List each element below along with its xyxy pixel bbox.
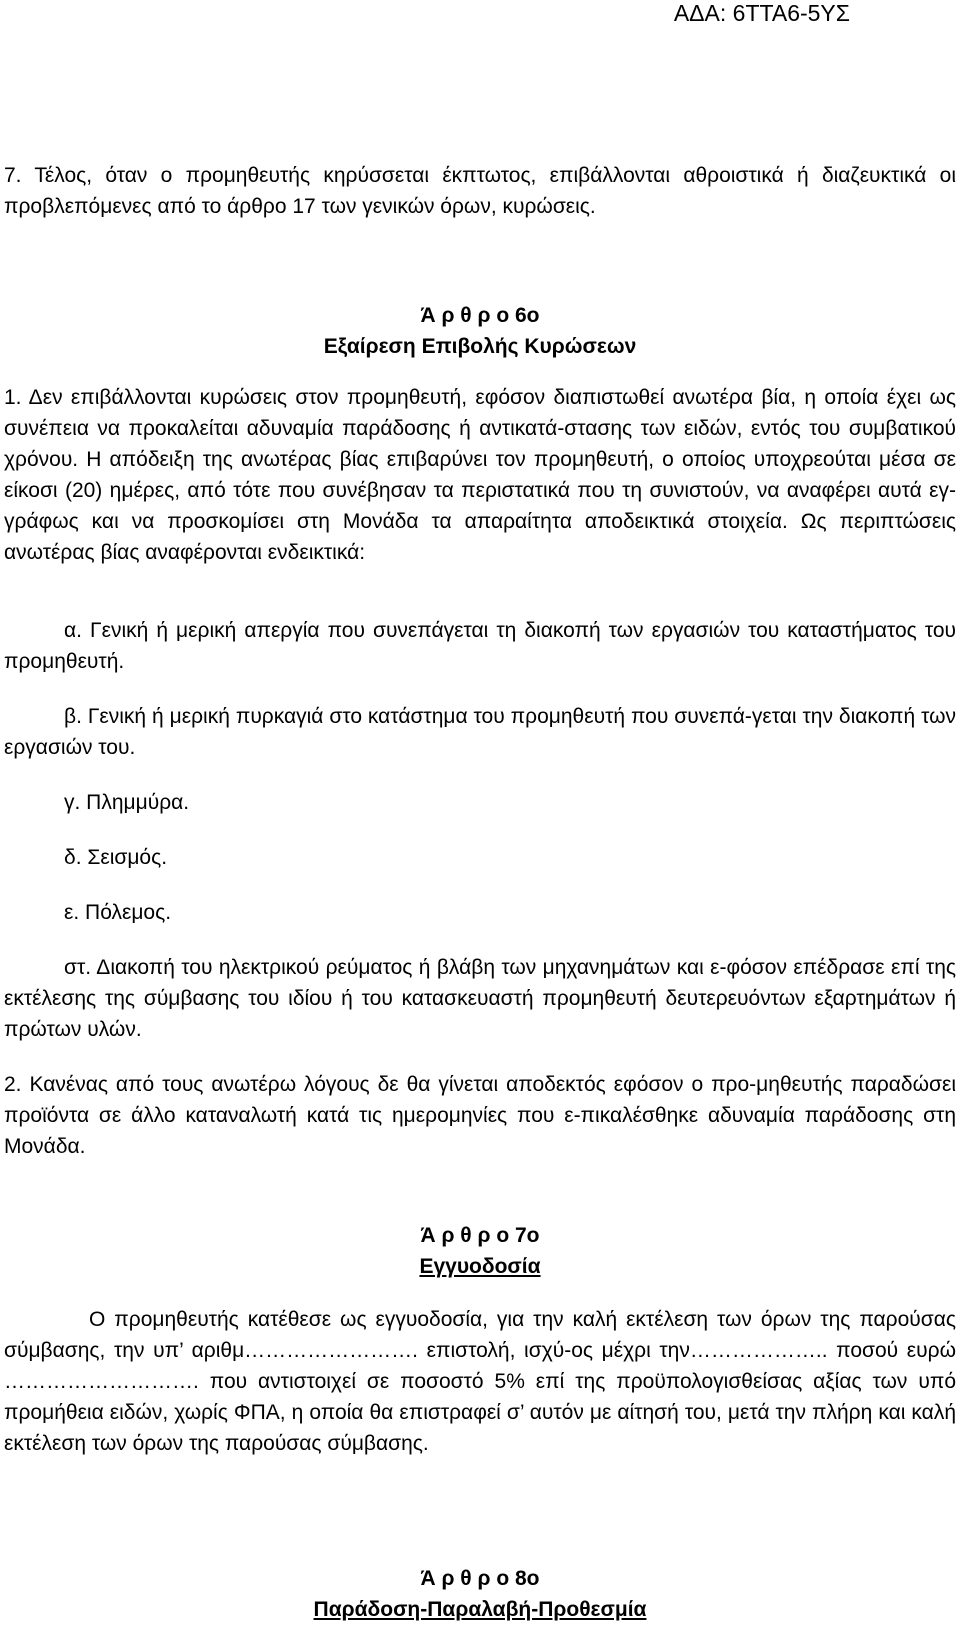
article-7-title: Εγγυοδοσία: [419, 1255, 541, 1278]
article-6-heading: Ά ρ θ ρ ο 6ο: [420, 304, 540, 327]
article-6-paragraph-2: 2. Κανένας από τους ανωτέρω λόγους δε θα γίνεται αποδεκτός εφόσον ο προ-μηθευτής παραδώσει προϊόντα σε άλλο καταναλωτή κατά τις ημερομηνίες που ε-πικαλέσθηκε αδυναμία παράδοσης στη Μονάδα.: [4, 1073, 956, 1158]
article-8-title: Παράδοση-Παραλαβή-Προθεσμία: [313, 1598, 647, 1621]
case-d: δ. Σεισμός.: [64, 846, 168, 869]
case-st: στ. Διακοπή του ηλεκτρικού ρεύματος ή βλάβη των μηχανημάτων και ε-φόσον επέδρασε επί της εκτέλεσης της σύμβασης του ιδίου ή του κατασκευαστή προμηθευτή δευτερευόντων εξαρτημάτων ή πρώτων υλών.: [4, 956, 956, 1041]
case-b: β. Γενική ή μερική πυρκαγιά στο κατάστημα του προμηθευτή που συνεπά-γεται την διακοπή των εργασιών του.: [4, 705, 956, 759]
case-e: ε. Πόλεμος.: [64, 901, 172, 924]
article-6-title: Εξαίρεση Επιβολής Κυρώσεων: [323, 335, 637, 358]
article-7-paragraph: Ο προμηθευτής κατέθεσε ως εγγυοδοσία, για την καλή εκτέλεση των όρων της παρούσας σύμβασης, την υπ’ αριθμ……………………. επιστολή, ισχύ-ος μέχρι την……………….. ποσού ευρώ ………………………. που αντιστοιχεί σε ποσοστό 5% επί της προϋπολογισθείσας αξίας των υπό προμήθεια ειδών, χωρίς ΦΠΑ, η οποία θα επιστραφεί σ’ αυτόν με αίτησή του, μετά την πλήρη και καλή εκτέλεση των όρων της παρούσας σύμβασης.: [4, 1308, 956, 1455]
article-7-heading: Ά ρ θ ρ ο 7ο: [420, 1224, 540, 1247]
paragraph-7: 7. Τέλος, όταν ο προμηθευτής κηρύσσεται έκπτωτος, επιβάλλονται αθροιστικά ή διαζευκτικά οι προβλεπόμενες από το άρθρο 17 των γενικών όρων, κυρώσεις.: [4, 164, 956, 218]
ada-code: ΑΔΑ: 6ΤΤΑ6-5ΥΣ: [673, 0, 850, 26]
article-6-paragraph-1: 1. Δεν επιβάλλονται κυρώσεις στον προμηθευτή, εφόσον διαπιστωθεί ανωτέρα βία, η οποία έχει ως συνέπεια να προκαλείται αδυναμία παράδοσης ή αντικατά-στασης των ειδών, εντός του συμβατικού χρόνου. Η απόδειξη της ανωτέρας βίας επιβαρύνει τον προμηθευτή, ο οποίος υποχρεούται μέσα σε είκοσι (20) ημέρες, από τότε που συνέβησαν τα περιστατικά που τη συνιστούν, να αναφέρει αυτά εγ-γράφως και να προσκομίσει στη Μονάδα τα απαραίτητα αποδεικτικά στοιχεία. Ως περιπτώσεις ανωτέρας βίας αναφέρονται ενδεικτικά:: [4, 386, 956, 564]
case-c: γ. Πλημμύρα.: [64, 791, 190, 814]
article-8-heading: Ά ρ θ ρ ο 8ο: [420, 1567, 540, 1590]
case-a: α. Γενική ή μερική απεργία που συνεπάγεται τη διακοπή των εργασιών του καταστήματος του προμηθευτή.: [4, 619, 956, 673]
